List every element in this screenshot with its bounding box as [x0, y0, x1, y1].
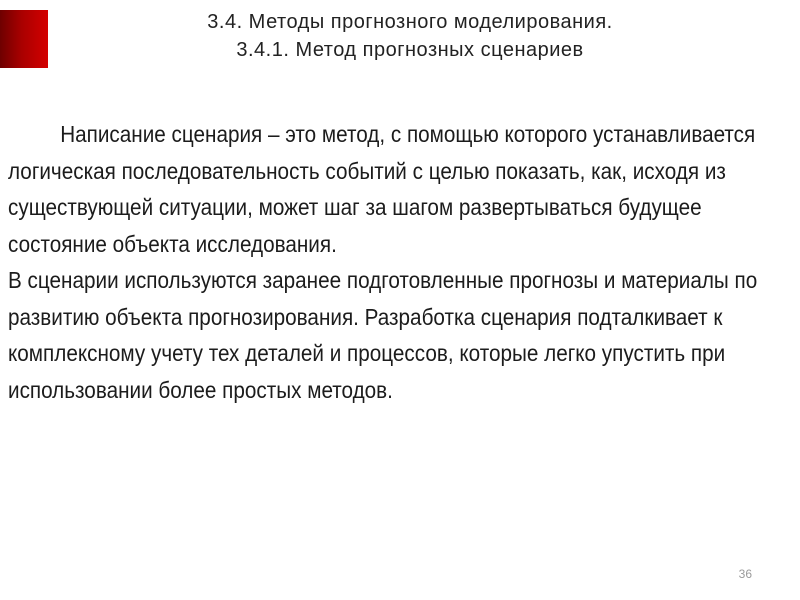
title-line-1: 3.4. Методы прогнозного моделирования.: [207, 11, 613, 33]
slide-body: [8, 116, 773, 408]
title-line-2: 3.4.1. Метод прогнозных сценариев: [236, 39, 584, 61]
body-paragraph-2: В сценарии используются заранее подготовленные прогнозы и материалы по развитию объекта прогнозирования. Разработка сценария подталкивает к комплексному учету тех деталей и процессов, которые легко упустить при использовании более простых методов.: [8, 267, 758, 403]
decorative-red-block: [0, 10, 48, 68]
slide-title: [60, 8, 760, 64]
page-number: 36: [738, 567, 752, 581]
body-paragraph-1: Написание сценария – это метод, с помощью которого устанавливается логическая последовательность событий с целью показать, как, исходя из существующей ситуации, может шаг за шагом развертываться будущее состояние объекта исследования.: [8, 121, 756, 257]
